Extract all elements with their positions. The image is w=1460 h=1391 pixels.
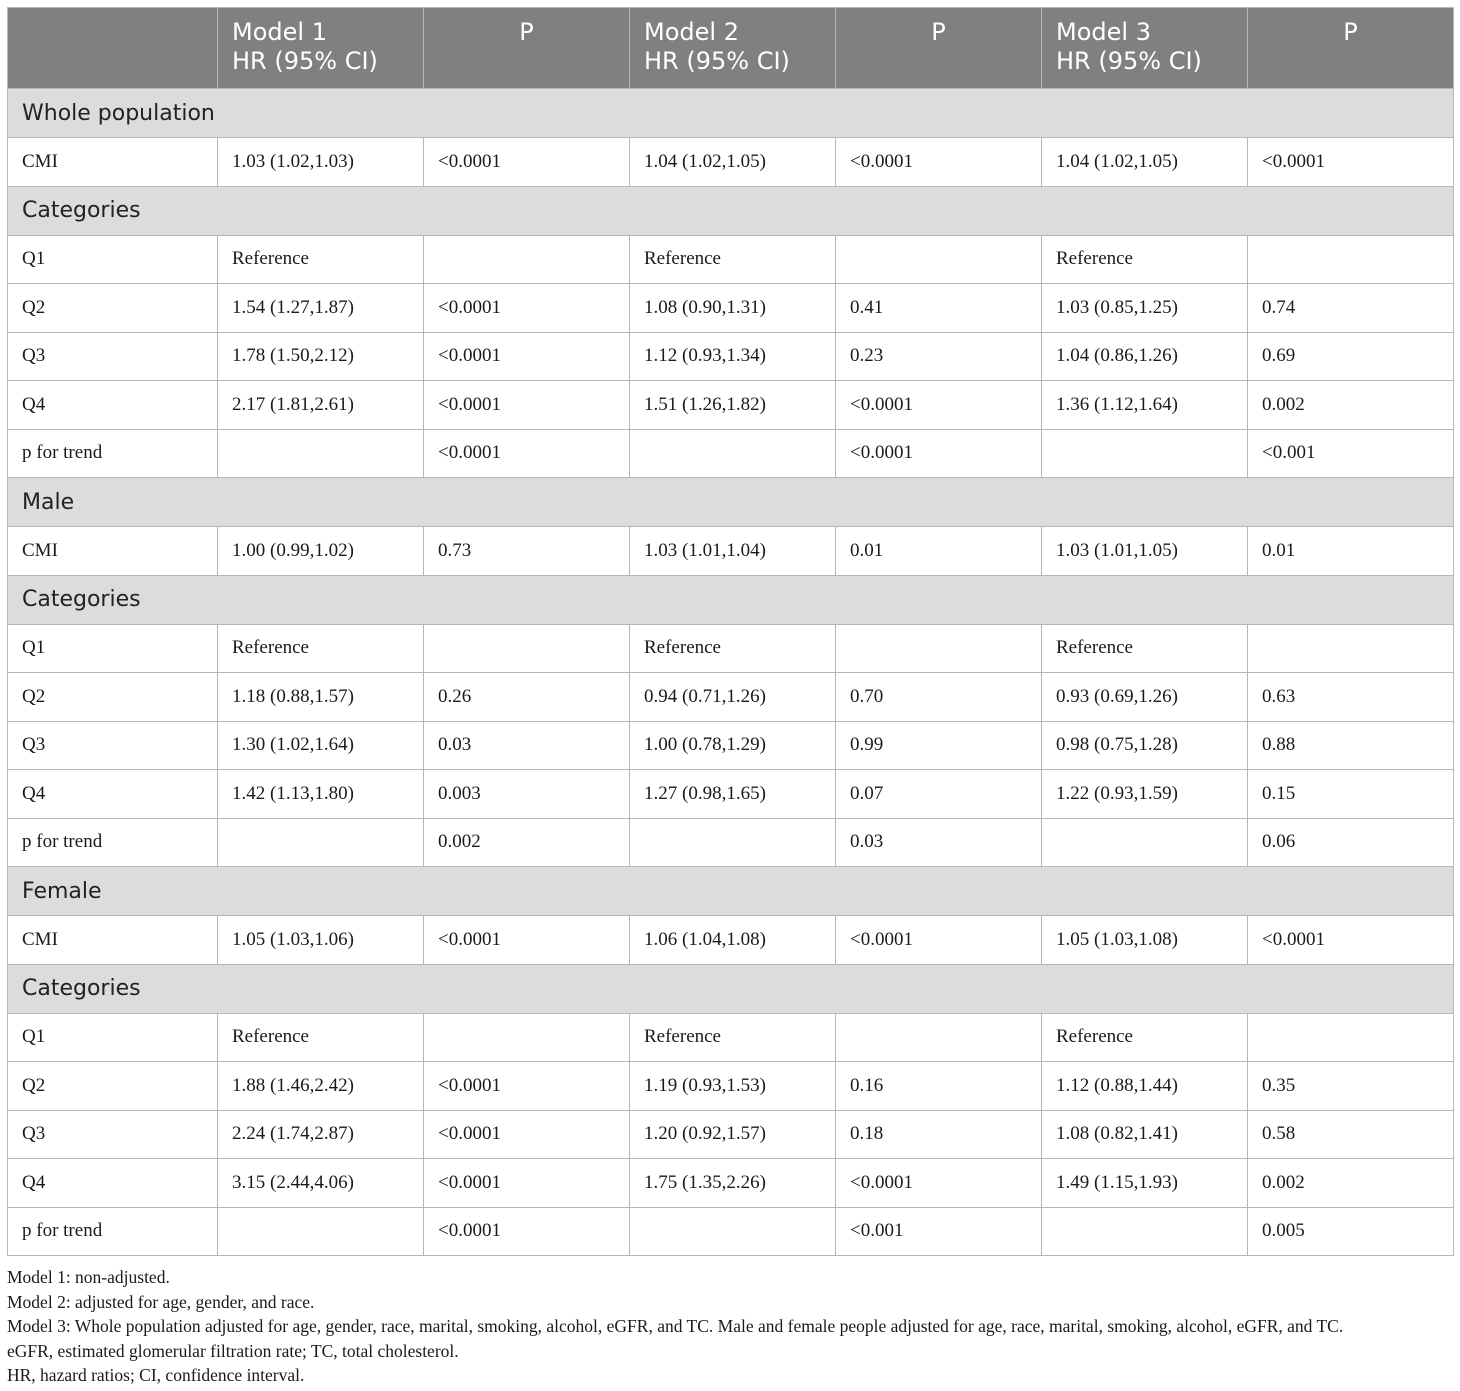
table-row-cmi <box>8 138 1454 187</box>
table-cell: 0.98 (0.75,1.28) <box>1042 721 1248 770</box>
table-cell: 0.003 <box>424 770 630 819</box>
table-cell: 1.30 (1.02,1.64) <box>218 721 424 770</box>
table-cell <box>836 235 1042 284</box>
table-cell: Q4 <box>8 1159 218 1208</box>
table-cell <box>218 429 424 478</box>
table-cell: 0.74 <box>1248 284 1454 333</box>
table-cell: 1.88 (1.46,2.42) <box>218 1062 424 1111</box>
table-cell <box>424 624 630 673</box>
table-cell <box>836 1013 1042 1062</box>
table-cell: 2.17 (1.81,2.61) <box>218 381 424 430</box>
header-blank <box>8 8 218 89</box>
footnote-line: Model 1: non-adjusted. <box>7 1267 170 1287</box>
table-cell: p for trend <box>8 429 218 478</box>
table-row <box>8 1207 1454 1256</box>
table-cell: <0.0001 <box>424 381 630 430</box>
table-cell: 0.002 <box>1248 381 1454 430</box>
table-cell <box>1248 624 1454 673</box>
table-cell <box>218 1207 424 1256</box>
table-cell: 1.22 (0.93,1.59) <box>1042 770 1248 819</box>
categories-row <box>8 575 1454 624</box>
table-cell: 1.00 (0.99,1.02) <box>218 527 424 576</box>
table-cell: <0.0001 <box>424 1207 630 1256</box>
table-cell: Q2 <box>8 673 218 722</box>
table-cell <box>424 1013 630 1062</box>
table-cell <box>1248 1013 1454 1062</box>
table-cell: Q1 <box>8 624 218 673</box>
table-row <box>8 673 1454 722</box>
table-cell: 0.16 <box>836 1062 1042 1111</box>
table-cell: Reference <box>218 1013 424 1062</box>
table-cell: 0.005 <box>1248 1207 1454 1256</box>
table-cell: <0.0001 <box>836 1159 1042 1208</box>
table-cell: 1.36 (1.12,1.64) <box>1042 381 1248 430</box>
table-cell: 0.73 <box>424 527 630 576</box>
table-cell: CMI <box>8 916 218 965</box>
section-row-male <box>8 478 1454 527</box>
table-cell: 0.23 <box>836 332 1042 381</box>
table-row-cmi <box>8 527 1454 576</box>
table-cell: 1.03 (1.01,1.05) <box>1042 527 1248 576</box>
footnote-line: eGFR, estimated glomerular filtration rate; TC, total cholesterol. <box>7 1340 459 1361</box>
header-p-2: P <box>836 8 1042 89</box>
header-row <box>8 8 1454 89</box>
table-cell: Reference <box>218 624 424 673</box>
table-body <box>8 89 1454 1256</box>
section-row-whole-population <box>8 89 1454 138</box>
table-cell: 0.03 <box>424 721 630 770</box>
table-cell: Reference <box>1042 624 1248 673</box>
table-cell: 1.06 (1.04,1.08) <box>630 916 836 965</box>
table-cell: 0.35 <box>1248 1062 1454 1111</box>
table-cell: 1.42 (1.13,1.80) <box>218 770 424 819</box>
table-cell: Reference <box>630 235 836 284</box>
table-row <box>8 818 1454 867</box>
table-cell: Q2 <box>8 284 218 333</box>
table-row <box>8 429 1454 478</box>
table-cell: p for trend <box>8 1207 218 1256</box>
table-cell: 0.26 <box>424 673 630 722</box>
table-row <box>8 770 1454 819</box>
table-cell: 0.06 <box>1248 818 1454 867</box>
table-cell <box>1042 1207 1248 1256</box>
table-cell: 1.05 (1.03,1.06) <box>218 916 424 965</box>
section-title: Female <box>8 867 1454 916</box>
table-cell: 0.93 (0.69,1.26) <box>1042 673 1248 722</box>
table-cell: Q4 <box>8 381 218 430</box>
table-cell: <0.0001 <box>836 138 1042 187</box>
table-row <box>8 332 1454 381</box>
table-cell: 1.27 (0.98,1.65) <box>630 770 836 819</box>
section-row-female <box>8 867 1454 916</box>
table-cell <box>836 624 1042 673</box>
table-cell: 1.00 (0.78,1.29) <box>630 721 836 770</box>
table-cell <box>218 818 424 867</box>
table-cell <box>630 818 836 867</box>
table-cell <box>1042 429 1248 478</box>
table-cell: 1.12 (0.88,1.44) <box>1042 1062 1248 1111</box>
table-row <box>8 624 1454 673</box>
table-cell: 0.70 <box>836 673 1042 722</box>
header-model-2: Model 2 HR (95% CI) <box>630 8 836 89</box>
table-cell: 1.78 (1.50,2.12) <box>218 332 424 381</box>
table-cell: <0.0001 <box>424 284 630 333</box>
table-row <box>8 1013 1454 1062</box>
table-row <box>8 381 1454 430</box>
table-cell: 1.54 (1.27,1.87) <box>218 284 424 333</box>
table-cell: 0.15 <box>1248 770 1454 819</box>
table-cell: Reference <box>1042 1013 1248 1062</box>
header-model-3: Model 3 HR (95% CI) <box>1042 8 1248 89</box>
table-cell: 0.002 <box>1248 1159 1454 1208</box>
table-cell: <0.0001 <box>424 1062 630 1111</box>
table-cell: 0.07 <box>836 770 1042 819</box>
table-cell: 1.12 (0.93,1.34) <box>630 332 836 381</box>
table-row <box>8 235 1454 284</box>
section-title: Whole population <box>8 89 1454 138</box>
table-cell: <0.001 <box>1248 429 1454 478</box>
table-cell: Reference <box>1042 235 1248 284</box>
table-cell: 1.03 (1.01,1.04) <box>630 527 836 576</box>
categories-label: Categories <box>8 964 1454 1013</box>
table-cell: <0.0001 <box>424 1159 630 1208</box>
table-cell <box>1248 235 1454 284</box>
table-cell: 0.69 <box>1248 332 1454 381</box>
table-cell: 0.18 <box>836 1110 1042 1159</box>
table-cell: 1.18 (0.88,1.57) <box>218 673 424 722</box>
categories-label: Categories <box>8 575 1454 624</box>
table-cell: 1.04 (1.02,1.05) <box>1042 138 1248 187</box>
table-cell: 1.03 (0.85,1.25) <box>1042 284 1248 333</box>
table-row <box>8 721 1454 770</box>
table-cell: 0.88 <box>1248 721 1454 770</box>
table-cell: 0.41 <box>836 284 1042 333</box>
table-cell: <0.0001 <box>836 916 1042 965</box>
table-cell: Q3 <box>8 332 218 381</box>
header-p-1: P <box>424 8 630 89</box>
table-cell: <0.0001 <box>424 429 630 478</box>
categories-row <box>8 964 1454 1013</box>
table-cell: 1.05 (1.03,1.08) <box>1042 916 1248 965</box>
table-footnotes <box>7 1265 1457 1388</box>
table-row <box>8 1062 1454 1111</box>
table-cell: Q3 <box>8 721 218 770</box>
table-cell: 1.20 (0.92,1.57) <box>630 1110 836 1159</box>
footnote-line: HR, hazard ratios; CI, confidence interval. <box>7 1365 305 1385</box>
categories-row <box>8 186 1454 235</box>
table-cell: 2.24 (1.74,2.87) <box>218 1110 424 1159</box>
table-cell: Reference <box>218 235 424 284</box>
table-cell: p for trend <box>8 818 218 867</box>
table-row <box>8 1110 1454 1159</box>
table-cell: 0.01 <box>836 527 1042 576</box>
table-cell: 1.19 (0.93,1.53) <box>630 1062 836 1111</box>
table-cell: <0.0001 <box>424 138 630 187</box>
table-cell: Q3 <box>8 1110 218 1159</box>
table-cell <box>630 429 836 478</box>
table-cell: 0.002 <box>424 818 630 867</box>
table-cell: 3.15 (2.44,4.06) <box>218 1159 424 1208</box>
table-cell: <0.0001 <box>424 1110 630 1159</box>
table-row <box>8 284 1454 333</box>
table-cell: Q1 <box>8 235 218 284</box>
table-cell <box>630 1207 836 1256</box>
hazard-ratio-table <box>7 7 1454 1256</box>
table-cell: 0.94 (0.71,1.26) <box>630 673 836 722</box>
table-cell: <0.0001 <box>836 429 1042 478</box>
table-cell: 0.99 <box>836 721 1042 770</box>
table-cell: <0.0001 <box>424 916 630 965</box>
header-p-3: P <box>1248 8 1454 89</box>
table-cell: 1.75 (1.35,2.26) <box>630 1159 836 1208</box>
table-cell: <0.0001 <box>424 332 630 381</box>
table-cell: 0.03 <box>836 818 1042 867</box>
table-cell: Reference <box>630 1013 836 1062</box>
table-cell: Q1 <box>8 1013 218 1062</box>
categories-label: Categories <box>8 186 1454 235</box>
table-row-cmi <box>8 916 1454 965</box>
table-cell: <0.001 <box>836 1207 1042 1256</box>
table-cell: 1.08 (0.90,1.31) <box>630 284 836 333</box>
footnote-line: Model 3: Whole population adjusted for age, gender, race, marital, smoking, alcohol, eGFR, and TC. Male and female people adjusted for age, race, marital, smoking, alcohol, eGFR, and TC. <box>7 1316 1344 1336</box>
table-cell: Q2 <box>8 1062 218 1111</box>
table-cell: 1.04 (0.86,1.26) <box>1042 332 1248 381</box>
header-model-1: Model 1 HR (95% CI) <box>218 8 424 89</box>
table-cell: Q4 <box>8 770 218 819</box>
table-cell: 1.08 (0.82,1.41) <box>1042 1110 1248 1159</box>
table-cell: 0.63 <box>1248 673 1454 722</box>
table-row <box>8 1159 1454 1208</box>
table-cell: 1.04 (1.02,1.05) <box>630 138 836 187</box>
table-cell: 0.01 <box>1248 527 1454 576</box>
footnote-line: Model 2: adjusted for age, gender, and race. <box>7 1291 315 1312</box>
table-cell <box>424 235 630 284</box>
table-cell: <0.0001 <box>836 381 1042 430</box>
table-cell: <0.0001 <box>1248 138 1454 187</box>
table-cell: 0.58 <box>1248 1110 1454 1159</box>
table-cell: 1.51 (1.26,1.82) <box>630 381 836 430</box>
table-cell: Reference <box>630 624 836 673</box>
table-cell <box>1042 818 1248 867</box>
table-cell: CMI <box>8 138 218 187</box>
table-cell: 1.03 (1.02,1.03) <box>218 138 424 187</box>
table-cell: <0.0001 <box>1248 916 1454 965</box>
table-cell: CMI <box>8 527 218 576</box>
section-title: Male <box>8 478 1454 527</box>
table-cell: 1.49 (1.15,1.93) <box>1042 1159 1248 1208</box>
